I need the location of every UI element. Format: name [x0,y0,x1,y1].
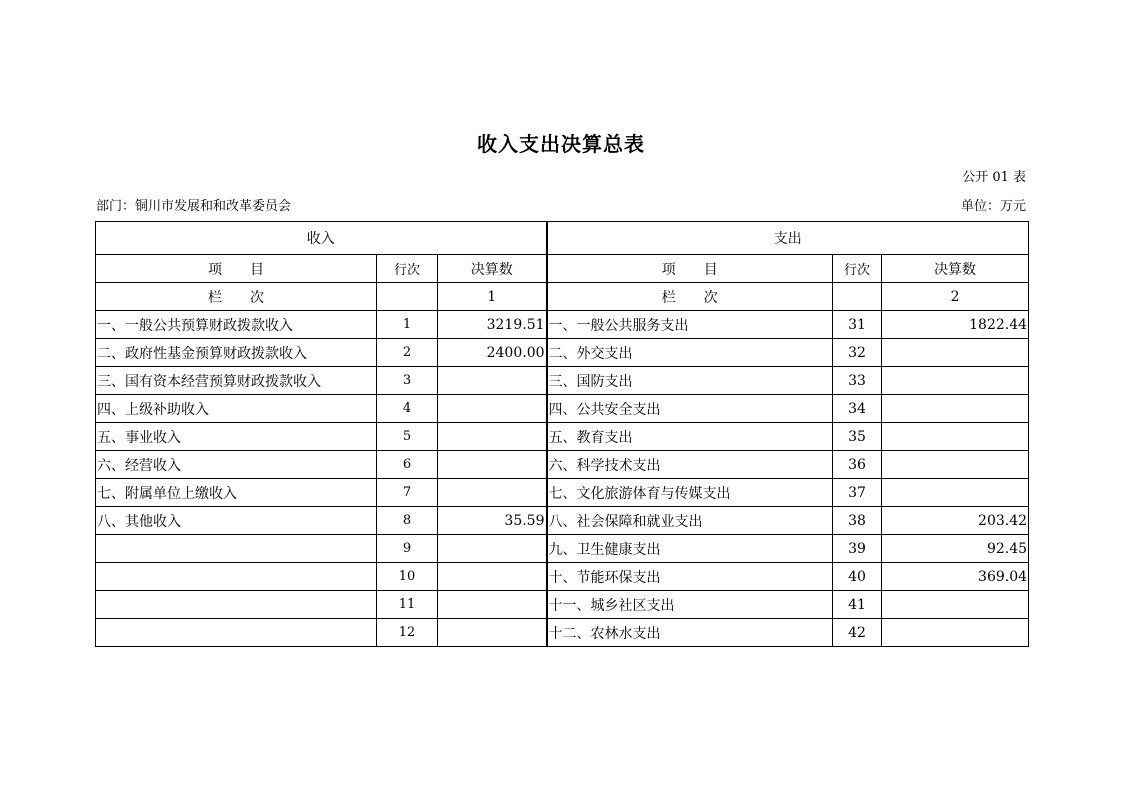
income-row-no-cell: 6 [377,451,438,479]
table-row [96,535,1029,563]
expense-item-cell: 八、社会保障和就业支出 [547,507,833,535]
expense-row-no-cell: 33 [833,367,882,395]
income-item-cell: 一、一般公共预算财政拨款收入 [96,311,377,339]
income-row-no-cell: 10 [377,563,438,591]
income-item-cell [96,619,377,647]
table-row [96,451,1029,479]
expense-amount-cell [882,423,1029,451]
income-amount-cell [438,479,547,507]
department-label: 部门：铜川市发展和和改革委员会 [96,199,292,214]
expense-amount-cell: 369.04 [882,563,1029,591]
income-row-no-cell: 4 [377,395,438,423]
income-row-no-header: 行次 [377,255,438,283]
expense-row-no-cell: 42 [833,619,882,647]
income-item-cell: 四、上级补助收入 [96,395,377,423]
income-item-cell: 八、其他收入 [96,507,377,535]
expense-row-no-cell: 37 [833,479,882,507]
income-amount-header: 决算数 [438,255,547,283]
table-row [96,339,1029,367]
expense-row-no-cell: 35 [833,423,882,451]
income-amount-cell [438,591,547,619]
expense-row-no-cell: 34 [833,395,882,423]
income-item-cell: 六、经营收入 [96,451,377,479]
income-amount-cell: 2400.00 [438,339,547,367]
expense-item-cell: 六、科学技术支出 [547,451,833,479]
expense-amount-cell: 92.45 [882,535,1029,563]
expense-item-header: 项 目 [547,255,833,283]
income-col-blank [377,283,438,311]
income-item-cell: 七、附属单位上缴收入 [96,479,377,507]
expense-item-cell: 九、卫生健康支出 [547,535,833,563]
expense-col-no: 2 [882,283,1029,311]
table-row [96,367,1029,395]
expense-amount-header: 决算数 [882,255,1029,283]
expense-amount-cell [882,395,1029,423]
table-row [96,563,1029,591]
expense-amount-cell: 1822.44 [882,311,1029,339]
expense-item-cell: 十二、农林水支出 [547,619,833,647]
expense-item-cell: 十一、城乡社区支出 [547,591,833,619]
expense-item-cell: 四、公共安全支出 [547,395,833,423]
expense-amount-cell [882,339,1029,367]
income-row-no-cell: 1 [377,311,438,339]
expense-amount-cell: 203.42 [882,507,1029,535]
table-row [96,591,1029,619]
expense-amount-cell [882,451,1029,479]
table-row [96,479,1029,507]
expense-amount-cell [882,479,1029,507]
income-row-no-cell: 9 [377,535,438,563]
income-amount-cell [438,395,547,423]
income-row-no-cell: 7 [377,479,438,507]
table-row [96,311,1029,339]
income-item-header: 项 目 [96,255,377,283]
expense-amount-cell [882,367,1029,395]
unit-label: 单位：万元 [960,199,1026,214]
income-amount-cell [438,535,547,563]
income-item-cell: 三、国有资本经营预算财政拨款收入 [96,367,377,395]
expense-item-cell: 三、国防支出 [547,367,833,395]
income-col-label: 栏 次 [96,283,377,311]
expense-row-no-cell: 41 [833,591,882,619]
income-amount-cell [438,451,547,479]
income-row-no-cell: 12 [377,619,438,647]
page-title: 收入支出决算总表 [477,132,645,156]
income-item-cell: 五、事业收入 [96,423,377,451]
income-expense-table [95,221,1029,647]
expense-row-no-cell: 31 [833,311,882,339]
expense-row-no-cell: 36 [833,451,882,479]
expense-row-no-cell: 32 [833,339,882,367]
expense-item-cell: 十、节能环保支出 [547,563,833,591]
expense-amount-cell [882,591,1029,619]
income-amount-cell [438,423,547,451]
expense-row-no-header: 行次 [833,255,882,283]
income-item-cell [96,591,377,619]
form-number: 公开 01 表 [962,170,1026,185]
income-amount-cell [438,619,547,647]
expense-item-cell: 五、教育支出 [547,423,833,451]
expense-section-header: 支出 [547,222,1029,255]
income-row-no-cell: 8 [377,507,438,535]
expense-item-cell: 七、文化旅游体育与传媒支出 [547,479,833,507]
income-item-cell: 二、政府性基金预算财政拨款收入 [96,339,377,367]
income-section-header: 收入 [96,222,547,255]
income-row-no-cell: 5 [377,423,438,451]
income-amount-cell: 3219.51 [438,311,547,339]
income-amount-cell: 35.59 [438,507,547,535]
table-row [96,395,1029,423]
column-index-row [96,283,1029,311]
income-item-cell [96,535,377,563]
table-row [96,619,1029,647]
income-col-no: 1 [438,283,547,311]
section-header-row [96,222,1029,255]
expense-item-cell: 二、外交支出 [547,339,833,367]
expense-col-label: 栏 次 [547,283,833,311]
income-row-no-cell: 11 [377,591,438,619]
income-amount-cell [438,563,547,591]
table-row [96,423,1029,451]
column-header-row [96,255,1029,283]
income-row-no-cell: 2 [377,339,438,367]
expense-row-no-cell: 39 [833,535,882,563]
expense-row-no-cell: 38 [833,507,882,535]
income-item-cell [96,563,377,591]
income-amount-cell [438,367,547,395]
income-row-no-cell: 3 [377,367,438,395]
table-row [96,507,1029,535]
expense-item-cell: 一、一般公共服务支出 [547,311,833,339]
expense-col-blank [833,283,882,311]
expense-row-no-cell: 40 [833,563,882,591]
expense-amount-cell [882,619,1029,647]
